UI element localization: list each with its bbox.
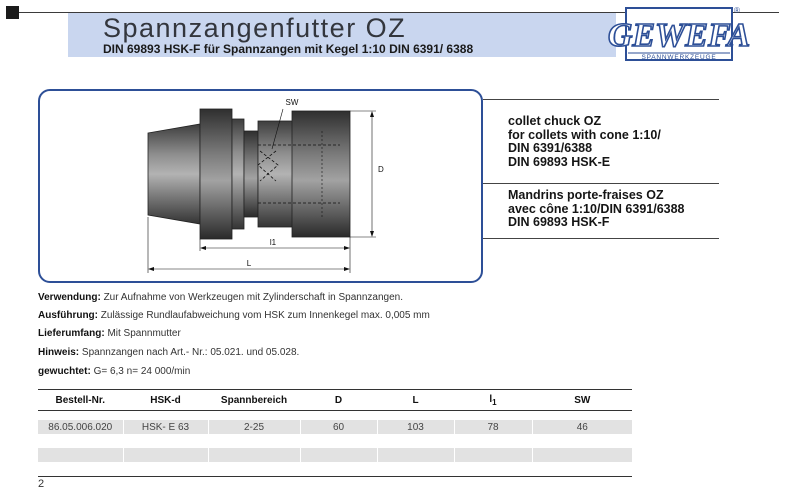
chuck-flange — [200, 109, 232, 239]
clamping-nut — [292, 111, 350, 237]
label-d: D — [378, 165, 384, 174]
col-header-bestell-nr: Bestell-Nr. — [38, 390, 123, 411]
gewefa-logo — [607, 4, 751, 66]
page-number: 2 — [38, 478, 45, 490]
chuck-neck — [244, 131, 258, 217]
desc-rule-bottom — [483, 238, 719, 239]
desc-rule-top — [483, 99, 719, 100]
description-english: collet chuck OZ for collets with cone 1:10/ DIN 6391/6388 DIN 69893 HSK-E — [508, 114, 661, 169]
hsk-shank — [148, 124, 200, 224]
info-gewuchtet: gewuchtet: G= 6,3 n= 24 000/min — [38, 366, 191, 377]
corner-marker — [6, 6, 19, 19]
page-subtitle: DIN 69893 HSK-F für Spannzangen mit Kegel 1:10 DIN 6391/ 6388 — [103, 42, 474, 56]
col-header-sw: SW — [532, 390, 632, 411]
col-header-hsk-d: HSK-d — [123, 390, 208, 411]
table-empty-row — [38, 448, 632, 462]
collet-chuck-drawing — [40, 91, 481, 281]
info-verwendung: Verwendung: Zur Aufnahme von Werkzeugen mit Zylinderschaft in Spannzangen. — [38, 292, 404, 303]
desc-rule-middle — [483, 183, 719, 184]
label-l1: l1 — [269, 238, 277, 247]
chuck-groove — [232, 119, 244, 229]
table-header-row — [38, 390, 632, 411]
label-l: L — [246, 259, 252, 268]
col-header-l1: $l_1$ — [454, 390, 532, 411]
info-ausfuehrung: Ausführung: Zulässige Rundlaufabweichung vom HSK zum Innenkegel max. 0,005 mm — [38, 310, 430, 321]
col-header-l: L — [377, 390, 454, 411]
registered-mark: ® — [734, 6, 740, 15]
description-french: Mandrins porte-fraises OZ avec cône 1:10/DIN 6391/6388 DIN 69893 HSK-F — [508, 188, 685, 229]
info-hinweis: Hinweis: Spannzangen nach Art.- Nr.: 05.021. und 05.028. — [38, 347, 300, 358]
table-empty-row — [38, 462, 632, 477]
col-header-d: D — [300, 390, 377, 411]
label-sw: SW — [285, 98, 299, 107]
page-title: Spannzangenfutter OZ — [103, 13, 407, 43]
spec-table — [38, 389, 632, 477]
table-spacer-row — [38, 411, 632, 421]
table-empty-row — [38, 434, 632, 448]
col-header-spannbereich: Spannbereich — [208, 390, 300, 411]
info-lieferumfang: Lieferumfang: Mit Spannmutter — [38, 328, 181, 339]
table-row: 86.05.006.020 HSK- E 63 2-25 60 103 78 46 — [38, 420, 632, 434]
logo-wordmark: GEWEFA — [607, 17, 751, 54]
logo-tagline: SPANNWERKZEUGE — [641, 54, 717, 61]
